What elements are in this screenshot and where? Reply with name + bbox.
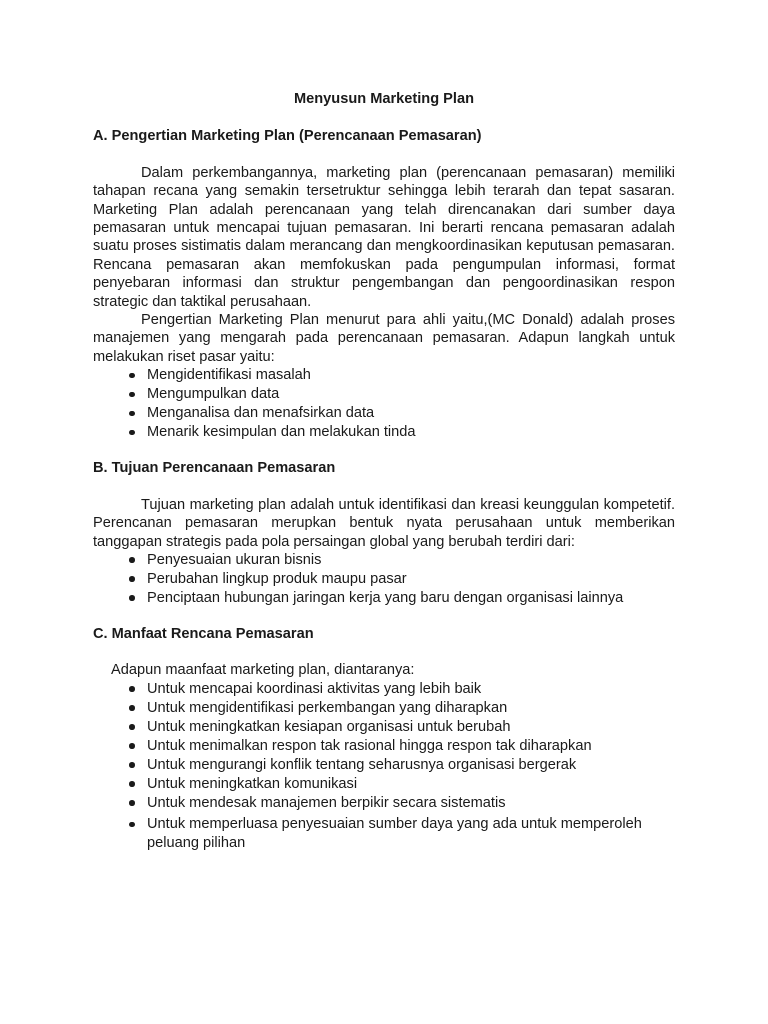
section-heading-a: A. Pengertian Marketing Plan (Perencanaan Pemasaran) bbox=[93, 128, 482, 145]
section-a-paragraph-1: Dalam perkembangannya, marketing plan (perencanaan pemasaran) memiliki tahapan recana yang semakin tersetruktur sehingga lebih terarah dan tepat sasaran. Marketing Plan adalah perencanaan yang telah direncanakan dari sumber daya pemasaran untuk mencapai tujuan pemasaran. Ini berarti rencana pemasaran adalah suatu proses sistimatis dalam merancang dan mengkoordinasikan keputusan pemasaran. Rencana pemasaran akan memfokuskan pada pengumpulan informasi, format penyebaran informasi dan struktur pengembangan dan pengoordinasikan respon strategic dan taktikal perusahaan. bbox=[93, 164, 675, 310]
bullet-icon bbox=[129, 576, 135, 582]
list-item: Untuk mencapai koordinasi aktivitas yang lebih baik bbox=[129, 680, 675, 698]
section-c-bullet-list bbox=[93, 680, 675, 852]
list-item: Mengumpulkan data bbox=[129, 385, 675, 403]
list-item: Untuk meningkatkan komunikasi bbox=[129, 775, 675, 793]
bullet-icon bbox=[129, 800, 135, 806]
document-title: Menyusun Marketing Plan bbox=[293, 91, 475, 107]
bullet-icon bbox=[129, 557, 135, 563]
bullet-icon bbox=[129, 392, 135, 398]
bullet-icon bbox=[129, 686, 135, 692]
section-b-bullet-list bbox=[93, 551, 675, 607]
list-item: Untuk mengurangi konflik tentang seharusnya organisasi bergerak bbox=[129, 756, 675, 774]
list-item: Untuk mengidentifikasi perkembangan yang diharapkan bbox=[129, 699, 675, 717]
bullet-icon bbox=[129, 705, 135, 711]
list-item: Untuk menimalkan respon tak rasional hingga respon tak diharapkan bbox=[129, 737, 675, 755]
list-item: Penciptaan hubungan jaringan kerja yang baru dengan organisasi lainnya bbox=[129, 589, 675, 607]
bullet-icon bbox=[129, 373, 135, 379]
list-item: Menarik kesimpulan dan melakukan tinda bbox=[129, 423, 675, 441]
section-c-paragraph-1: Adapun maanfaat marketing plan, diantaranya: bbox=[111, 662, 415, 679]
bullet-icon bbox=[129, 430, 135, 436]
section-a-bullet-list bbox=[93, 366, 675, 441]
list-item: Menganalisa dan menafsirkan data bbox=[129, 404, 675, 422]
bullet-icon bbox=[129, 822, 135, 828]
list-item: Untuk mendesak manajemen berpikir secara sistematis bbox=[129, 794, 675, 812]
list-item: Penyesuaian ukuran bisnis bbox=[129, 551, 675, 569]
section-b-paragraph-1: Tujuan marketing plan adalah untuk identifikasi dan kreasi keunggulan kompetetif. Perencanan pemasaran merupkan bentuk nyata perusahaan untuk memberikan tanggapan strategis pada pola persaingan global yang berubah terdiri dari: bbox=[93, 496, 675, 550]
bullet-icon bbox=[129, 411, 135, 417]
list-item: Untuk memperluasa penyesuaian sumber daya yang ada untuk memperoleh peluang pilihan bbox=[129, 815, 675, 852]
list-item: Perubahan lingkup produk maupu pasar bbox=[129, 570, 675, 588]
section-a-paragraph-2: Pengertian Marketing Plan menurut para ahli yaitu,(MC Donald) adalah proses manajemen yang mengarah pada perencanaan pemasaran. Adapun langkah untuk melakukan riset pasar yaitu: bbox=[93, 312, 675, 365]
section-heading-b: B. Tujuan Perencanaan Pemasaran bbox=[93, 460, 336, 477]
bullet-icon bbox=[129, 762, 135, 768]
document-page bbox=[93, 90, 675, 853]
bullet-icon bbox=[129, 595, 135, 601]
bullet-icon bbox=[129, 781, 135, 787]
section-heading-c: C. Manfaat Rencana Pemasaran bbox=[93, 625, 314, 642]
list-item: Untuk meningkatkan kesiapan organisasi untuk berubah bbox=[129, 718, 675, 736]
list-item: Mengidentifikasi masalah bbox=[129, 366, 675, 384]
bullet-icon bbox=[129, 724, 135, 730]
bullet-icon bbox=[129, 743, 135, 749]
